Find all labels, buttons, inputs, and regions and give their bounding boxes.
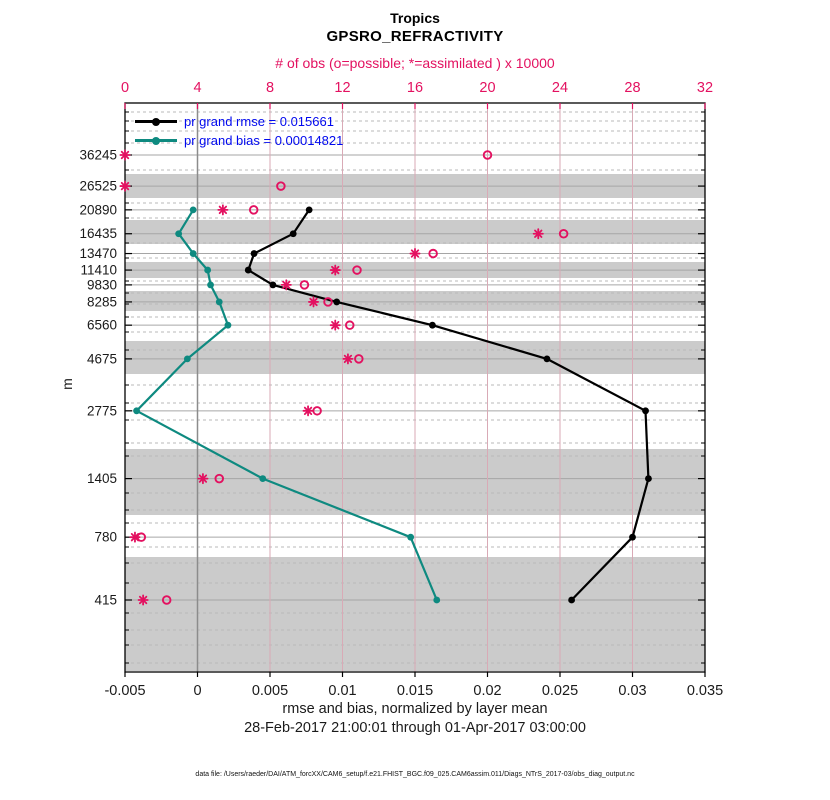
top-tick-label: 16 bbox=[406, 80, 424, 96]
legend-label-rmse: pr grand rmse = 0.015661 bbox=[184, 114, 334, 129]
top-tick-label: 0 bbox=[120, 80, 130, 96]
bias-point bbox=[225, 322, 232, 329]
rmse-point bbox=[429, 322, 436, 329]
legend-item-bias bbox=[135, 131, 343, 150]
rmse-point bbox=[544, 356, 551, 363]
y-axis-label: m bbox=[59, 378, 75, 390]
top-axis-label: # of obs (o=possible; *=assimilated ) x 10000 bbox=[275, 55, 555, 71]
rmse-point bbox=[629, 534, 636, 541]
bottom-tick-label: 0.025 bbox=[541, 683, 579, 699]
bottom-tick-label: 0 bbox=[193, 683, 202, 699]
y-tick-label: 8285 bbox=[86, 294, 117, 310]
y-tick-label: 2775 bbox=[86, 403, 117, 419]
top-tick-label: 24 bbox=[551, 80, 569, 96]
bias-point bbox=[190, 250, 197, 257]
bias-point bbox=[207, 282, 214, 289]
legend-item-rmse bbox=[135, 112, 343, 131]
bias-point bbox=[259, 475, 266, 482]
rmse-point bbox=[568, 597, 575, 604]
y-tick-label: 6560 bbox=[86, 317, 117, 333]
rmse-point bbox=[251, 250, 258, 257]
bottom-tick-label: 0.02 bbox=[473, 683, 502, 699]
data-file-caption: data file: /Users/raeder/DAI/ATM_forcXX/CAM6_setup/f.e21.FHIST_BGC.f09_025.CAM6assim.011/Diags_NTrS_2017-03/obs_diag_output.nc bbox=[195, 771, 635, 778]
bias-point bbox=[433, 597, 440, 604]
bias-point bbox=[204, 267, 211, 274]
bottom-tick-label: 0.035 bbox=[686, 683, 724, 699]
rmse-point bbox=[642, 407, 649, 414]
chart-subtitle: GPSRO_REFRACTIVITY bbox=[326, 28, 504, 45]
top-tick-label: 12 bbox=[334, 80, 351, 96]
legend-line-sample-bias bbox=[135, 139, 177, 142]
legend-line-sample-rmse bbox=[135, 120, 177, 123]
rmse-point bbox=[245, 267, 252, 274]
y-tick-label: 9830 bbox=[86, 277, 117, 293]
bottom-tick-label: -0.005 bbox=[104, 683, 146, 699]
date-range-label: 28-Feb-2017 21:00:01 through 01-Apr-2017 03:00:00 bbox=[244, 720, 586, 736]
y-tick-label: 16435 bbox=[79, 226, 117, 242]
bottom-tick-label: 0.03 bbox=[618, 683, 647, 699]
top-tick-label: 20 bbox=[479, 80, 496, 96]
legend bbox=[135, 112, 343, 150]
bias-point bbox=[175, 230, 182, 237]
bias-point bbox=[407, 534, 414, 541]
bottom-tick-label: 0.005 bbox=[251, 683, 289, 699]
y-tick-label: 780 bbox=[94, 529, 117, 545]
legend-label-bias: pr grand bias = 0.00014821 bbox=[184, 133, 344, 148]
y-tick-label: 13470 bbox=[79, 246, 117, 262]
y-tick-label: 36245 bbox=[79, 147, 117, 163]
bias-point bbox=[190, 206, 197, 213]
chart-title: Tropics bbox=[390, 10, 440, 26]
bias-point bbox=[184, 356, 191, 363]
bottom-tick-label: 0.01 bbox=[328, 683, 357, 699]
y-tick-label: 415 bbox=[94, 592, 117, 608]
bias-point bbox=[133, 407, 140, 414]
bottom-tick-label: 0.015 bbox=[396, 683, 434, 699]
top-tick-label: 8 bbox=[265, 80, 275, 96]
x-axis-label: rmse and bias, normalized by layer mean bbox=[282, 701, 548, 717]
y-tick-label: 26525 bbox=[79, 178, 117, 194]
y-tick-label: 4675 bbox=[86, 351, 117, 367]
rmse-point bbox=[290, 230, 297, 237]
y-tick-label: 20890 bbox=[79, 202, 117, 218]
top-tick-label: 32 bbox=[696, 80, 714, 96]
rmse-point bbox=[270, 282, 277, 289]
bias-point bbox=[216, 299, 223, 306]
y-tick-label: 11410 bbox=[80, 262, 117, 278]
top-tick-label: 4 bbox=[193, 80, 202, 96]
rmse-point bbox=[645, 475, 652, 482]
rmse-point bbox=[306, 206, 313, 213]
rmse-point bbox=[333, 299, 340, 306]
top-tick-label: 28 bbox=[624, 80, 641, 96]
y-tick-label: 1405 bbox=[86, 471, 117, 487]
